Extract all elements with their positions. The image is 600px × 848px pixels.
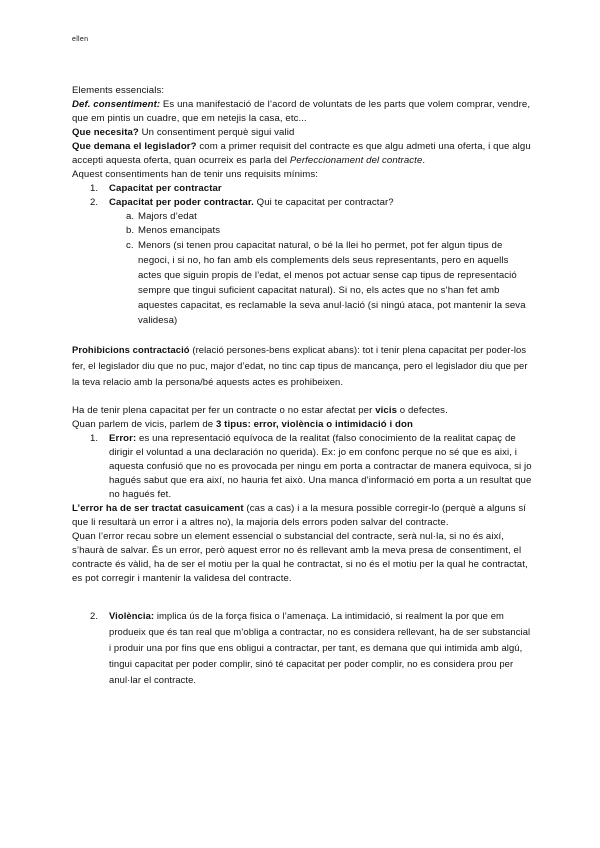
list-item-label: Capacitat per contractar — [109, 183, 222, 194]
casuistic-label: L’error ha de ser tractat casuicament — [72, 503, 244, 514]
definition-label: Def. consentiment: — [72, 99, 161, 110]
vices-bold: vicis — [375, 405, 398, 416]
vices-intro — [72, 404, 532, 418]
casuistic-text: (cas a cas) i a la mesura possible corregir-lo (perquè a alguns sí que li resultarà un error i a altres no), la majoria dels errors poden salvar del contracte. — [72, 503, 527, 528]
vices-types-bold: 3 tipus: error, violència o intimidació i don — [215, 419, 413, 430]
question-1-label: Que necesita? — [72, 127, 139, 138]
list-item — [72, 432, 532, 502]
list-number: 1. — [90, 183, 99, 194]
casuistic-paragraph — [72, 502, 532, 530]
vices-types-text: Quan parlem de vicis, parlem de — [72, 419, 216, 430]
violence-text: implica ús de la força fisica o l’amenaça. La intimidació, si realment la por que em produeix que és tan real que m’obliga a contractar, no es considera rellevant, ha de ser substancial i produir una por fins que ens obligui a contractar, per tant, es demana que qui intimida amb algú, tingui capacitat per poder complir, sinó té capacitat per poder complir, no es considera prou per anul·lar el contracte. — [109, 610, 531, 685]
page-header: ellen — [72, 36, 89, 43]
sublist-letter: b. — [126, 225, 135, 236]
vices-intro-end: o defectes. — [397, 405, 448, 416]
question-2-label: Que demana el legislador? — [72, 141, 197, 152]
question-1-paragraph — [72, 126, 532, 140]
sublist-text: Menos emancipats — [138, 225, 221, 236]
list-item-label: Capacitat per poder contractar. — [109, 197, 254, 208]
list-number: 1. — [90, 433, 99, 444]
vices-list — [72, 432, 532, 502]
prohibitions-paragraph — [72, 342, 532, 390]
question-2-end: . — [422, 155, 426, 166]
list-item — [72, 196, 532, 210]
list-number: 2. — [90, 197, 99, 208]
prohibitions-text: (relació persones-bens explicat abans): tot i tenir plena capacitat per poder-los fer, el legislador diu que no puc, major d’edat, no tinc cap tipus de mancança, pero el legislador diu que per la teva relacio amb la persona/bé aquests actes es prohibeixen. — [72, 344, 528, 387]
list-item — [72, 608, 532, 688]
capacity-sublist — [72, 210, 532, 328]
definition-paragraph — [72, 98, 532, 126]
sublist-item — [72, 210, 532, 224]
question-2-paragraph — [72, 140, 532, 168]
essential-error-paragraph: Quan l’error recau sobre un element essencial o substancial del contracte, serà nul·la, si no és així, s’haurà de salvar. És un error, però aquest error no és rellevant amb la meva presa de consentiment, el contracte és vàlid, ha de ser el motiu per la qual he contractat, si no és el motiu per la qual he contractat, es pot corregir i mantenir la validesa del contracte. — [72, 531, 528, 584]
sublist-letter: c. — [126, 240, 134, 251]
section-title: Elements essencials: — [72, 85, 165, 96]
sublist-letter: a. — [126, 211, 135, 222]
document-body — [72, 84, 532, 688]
error-text: es una representació equívoca de la realitat (falso conocimiento de la realitat capaç de dirigir el voluntad a una declaración no querida). Ex: jo em confonc perque no sé que es aixi, i aquesta confusió que no es provocada per ningu em porta a contractar de manera equivoca, si jo hagués sabut que era així, no hauria fet això. Una manca d’informació em porta a un resultat que no hagués fet. — [109, 433, 532, 500]
prohibitions-label: Prohibicions contractació — [72, 344, 190, 355]
sublist-item — [72, 224, 532, 238]
sublist-text: Menors (si tenen prou capacitat natural, o bé la llei ho permet, pot fer algun tipus de negoci, i si no, ho fan amb els complements dels seus representants, pero en aquells actes que siguin propis de l’edat, el menos pot actuar sense cap tipus de representació sempre que tingui suficient capacitat natural). Si no, els actes que no s’han fet amb aquestes capacitat, es reclamable la seva anul·lació (si ningú ataca, pot mantenir la seva validesa) — [138, 240, 526, 326]
vices-types — [72, 418, 532, 432]
question-2-text: com a primer requisit del contracte es que algu admeti una oferta, i que algu accepti aquesta oferta, quan ocurreix es parla del — [72, 141, 531, 166]
vices-intro-text: Ha de tenir plena capacitat per fer un contracte o no estar afectat per — [72, 405, 376, 416]
violence-list — [72, 608, 532, 688]
requirements-list — [72, 182, 532, 210]
error-label: Error: — [109, 433, 137, 444]
sublist-item — [72, 238, 532, 328]
list-number: 2. — [90, 610, 99, 621]
list-item — [72, 182, 532, 196]
requirements-intro: Aquest consentiments han de tenir uns requisits mínims: — [72, 169, 318, 180]
list-item-text: Qui te capacitat per contractar? — [253, 197, 394, 208]
question-2-italic: Perfeccionament del contracte — [289, 155, 423, 166]
sublist-text: Majors d’edat — [138, 211, 197, 222]
violence-label: Violència: — [109, 610, 155, 621]
definition-text: Es una manifestació de l’acord de voluntats de les parts que volem comprar, vendre, que em pintis un cuadre, que em netejis la casa, etc... — [72, 99, 531, 124]
question-1-text: Un consentiment perquè sigui valid — [138, 127, 295, 138]
